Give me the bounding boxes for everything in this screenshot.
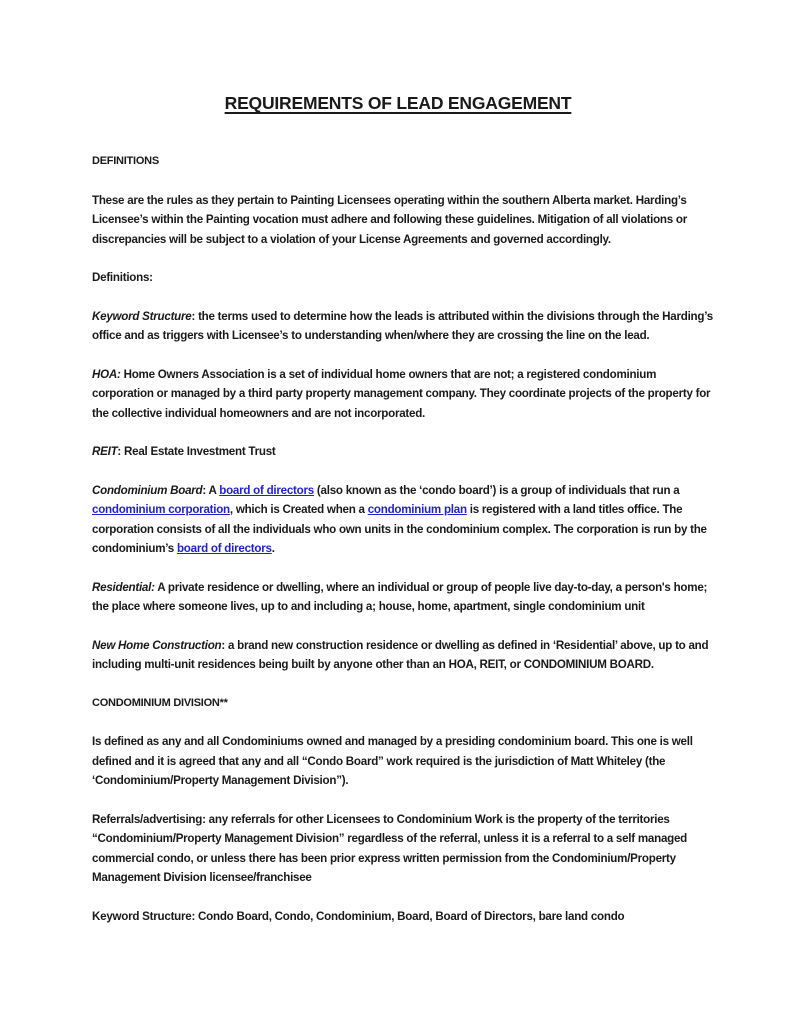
definition-text: A private residence or dwelling, where an individual or group of people live day-to-day, a person's home; the place where someone lives, up to and including a; house, home, apartment, single condominium unit: [92, 580, 708, 613]
condo-division-paragraph: Is defined as any and all Condominiums owned and managed by a presiding condominium board. This one is well defined and it is agreed that any and all “Condo Board” work required is the jurisdiction of Matt Whiteley (the ‘Condominium/Property Management Division”).: [92, 735, 693, 787]
definition-text: : Real Estate Investment Trust: [117, 445, 276, 458]
term: REIT: [92, 445, 118, 458]
term: New Home Construction: [92, 638, 222, 652]
reit-definition: [92, 442, 714, 462]
new-home-construction-definition: [92, 636, 714, 675]
condo-board-definition: [92, 481, 714, 559]
definition-text: .: [271, 542, 275, 555]
condominium-corporation-link[interactable]: condominium corporation: [92, 503, 230, 516]
residential-definition: [92, 578, 714, 617]
condominium-plan-link[interactable]: condominium plan: [367, 503, 467, 516]
definition-text: Home Owners Association is a set of individual home owners that are not; a registered condominium corporation or managed by a third party property management company. They coordinate projects of the property for the collective individual homeowners and are not incorporated.: [92, 367, 711, 420]
definition-text: , which is Created when a: [229, 503, 368, 516]
definitions-label: Definitions:: [92, 271, 153, 284]
keywords-paragraph: Keyword Structure: Condo Board, Condo, Condominium, Board, Board of Directors, bare land condo: [92, 909, 625, 923]
term: Condominium Board: [92, 483, 203, 497]
definitions-heading: DEFINITIONS: [92, 155, 159, 167]
definition-text: (also known as the ‘condo board’) is a group of individuals that run a: [313, 483, 680, 497]
board-of-directors-link-2[interactable]: board of directors: [176, 542, 272, 555]
referrals-paragraph: Referrals/advertising: any referrals for other Licensees to Condominium Work is the property of the territories “Condominium/Property Management Division” regardless of the referral, unless it is a referral to a self managed commercial condo, or unless there has been prior express written permission from the Condominium/Property Management Division licensee/franchisee: [92, 812, 688, 884]
definition-text: is registered with a land titles office. The corporation consists of all the individuals who own units in the condominium complex. The corporation is run by the condominium’s: [92, 503, 707, 555]
board-of-directors-link[interactable]: board of directors: [219, 483, 314, 497]
hoa-definition: [92, 365, 714, 424]
document-title: REQUIREMENTS OF LEAD ENGAGEMENT: [224, 93, 572, 113]
definition-text: : a brand new construction residence or dwelling as defined in ‘Residential’ above, up to and including multi-unit residences being built by anyone other than an HOA, REIT, or CONDOMINIUM BOARD.: [92, 638, 709, 671]
document-body: [92, 152, 714, 945]
term: Keyword Structure: [92, 309, 192, 323]
definition-text: : the terms used to determine how the leads is attributed within the divisions through the Harding’s office and as triggers with Licensee’s to understanding when/where they are crossing the line on the lead.: [92, 309, 713, 342]
term: HOA:: [92, 367, 121, 381]
intro-paragraph: These are the rules as they pertain to Painting Licensees operating within the southern Alberta market. Harding’s Licensee’s within the Painting vocation must adhere and following these guidelines. Mitigation of all violations or discrepancies will be subject to a violation of your License Agreements and governed accordingly.: [92, 193, 688, 246]
keyword-structure-definition: [92, 307, 714, 346]
term: Residential:: [92, 580, 155, 594]
definition-text: : A: [202, 483, 220, 497]
condo-division-heading: CONDOMINIUM DIVISION**: [92, 696, 228, 709]
